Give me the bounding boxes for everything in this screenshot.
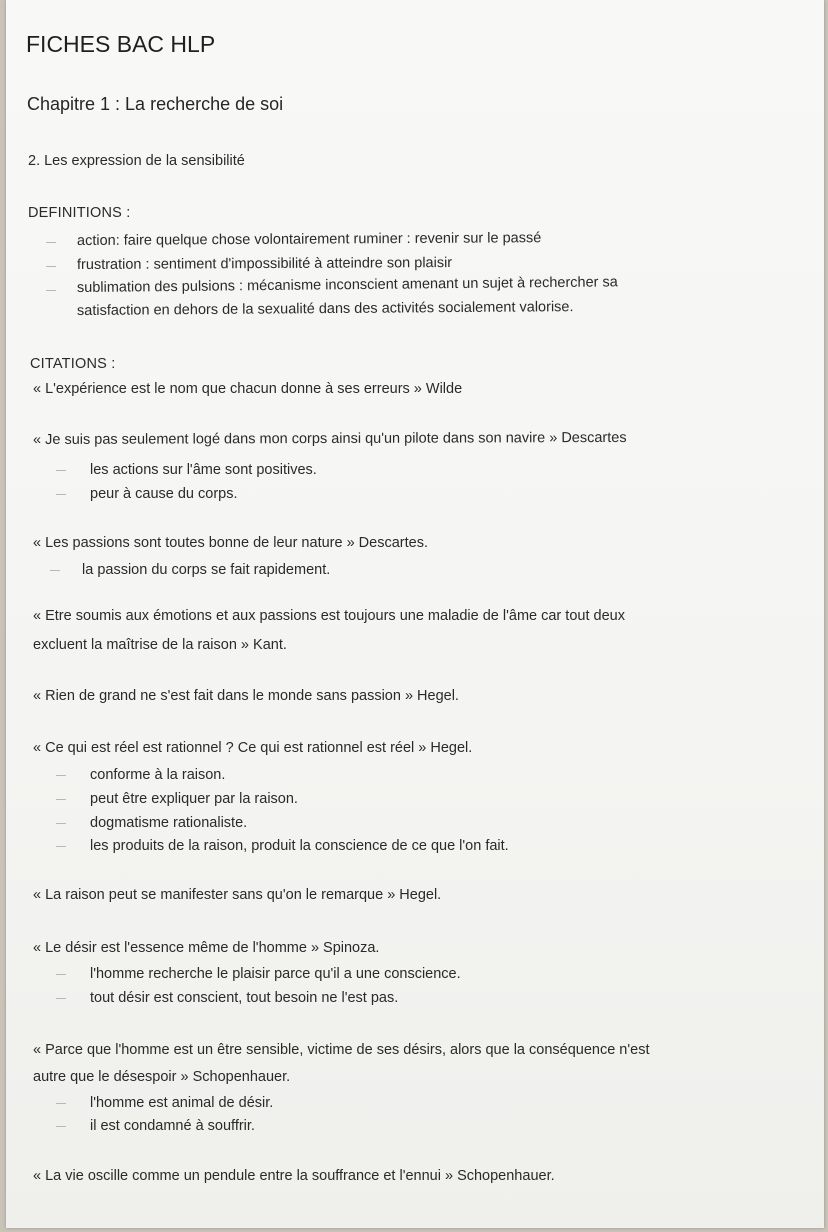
quote-text: « L'expérience est le nom que chacun donne à ses erreurs » Wilde <box>33 381 463 397</box>
page-title: FICHES BAC HLP <box>26 31 216 57</box>
definition-item: action: faire quelque chose volontairement ruminer : revenir sur le passé <box>76 230 542 249</box>
quote-note: tout désir est conscient, tout besoin ne l'est pas. <box>90 990 399 1006</box>
bullet-dash <box>56 470 66 471</box>
bullet-dash <box>56 974 66 975</box>
bullet-dash <box>56 998 66 999</box>
bullet-dash <box>56 823 66 824</box>
quote-text: « Rien de grand ne s'est fait dans le monde sans passion » Hegel. <box>33 688 459 704</box>
bullet-dash <box>56 775 66 776</box>
quote-note: les produits de la raison, produit la conscience de ce que l'on fait. <box>90 838 509 854</box>
quote-note: dogmatisme rationaliste. <box>90 815 248 831</box>
quote-text: « Je suis pas seulement logé dans mon corps ainsi qu'un pilote dans son navire » Descartes <box>32 429 627 448</box>
quote-continuation: excluent la maîtrise de la raison » Kant. <box>33 637 287 653</box>
quote-note: peur à cause du corps. <box>90 486 238 502</box>
definition-item: sublimation des pulsions : mécanisme inconscient amenant un sujet à rechercher sa <box>76 274 618 296</box>
section-title: 2. Les expression de la sensibilité <box>28 153 245 169</box>
definition-item-continuation: satisfaction en dehors de la sexualité dans des activités socialement valorise. <box>76 299 574 319</box>
definitions-heading: DEFINITIONS : <box>28 205 131 221</box>
quote-note: peut être expliquer par la raison. <box>90 791 298 807</box>
quote-note: la passion du corps se fait rapidement. <box>82 562 331 578</box>
bullet-dash <box>56 799 66 800</box>
bullet-dash <box>56 1126 66 1127</box>
quote-note: conforme à la raison. <box>90 767 226 783</box>
bullet-dash <box>46 242 56 243</box>
citations-heading: CITATIONS : <box>30 356 116 372</box>
quote-text: « Etre soumis aux émotions et aux passions est toujours une maladie de l'âme car tout deux <box>33 608 625 624</box>
bullet-dash <box>46 266 56 267</box>
bullet-dash <box>46 290 56 291</box>
quote-text: « La vie oscille comme un pendule entre la souffrance et l'ennui » Schopenhauer. <box>33 1168 555 1184</box>
quote-note: l'homme recherche le plaisir parce qu'il a une conscience. <box>90 966 461 982</box>
quote-text: « Les passions sont toutes bonne de leur nature » Descartes. <box>33 535 428 551</box>
document-page <box>6 0 824 1228</box>
quote-text: « Le désir est l'essence même de l'homme » Spinoza. <box>33 940 380 956</box>
bullet-dash <box>56 846 66 847</box>
bullet-dash <box>56 494 66 495</box>
quote-note: il est condamné à souffrir. <box>90 1118 255 1134</box>
quote-text: « La raison peut se manifester sans qu'on le remarque » Hegel. <box>33 887 442 903</box>
quote-text: « Parce que l'homme est un être sensible, victime de ses désirs, alors que la conséquence n'est <box>33 1042 650 1058</box>
chapter-title: Chapitre 1 : La recherche de soi <box>27 94 284 114</box>
quote-note: l'homme est animal de désir. <box>90 1095 274 1111</box>
quote-text: « Ce qui est réel est rationnel ? Ce qui est rationnel est réel » Hegel. <box>33 740 473 756</box>
definition-item: frustration : sentiment d'impossibilité à atteindre son plaisir <box>76 255 453 273</box>
bullet-dash <box>50 570 60 571</box>
quote-note: les actions sur l'âme sont positives. <box>90 462 317 478</box>
bullet-dash <box>56 1103 66 1104</box>
quote-continuation: autre que le désespoir » Schopenhauer. <box>33 1069 291 1085</box>
